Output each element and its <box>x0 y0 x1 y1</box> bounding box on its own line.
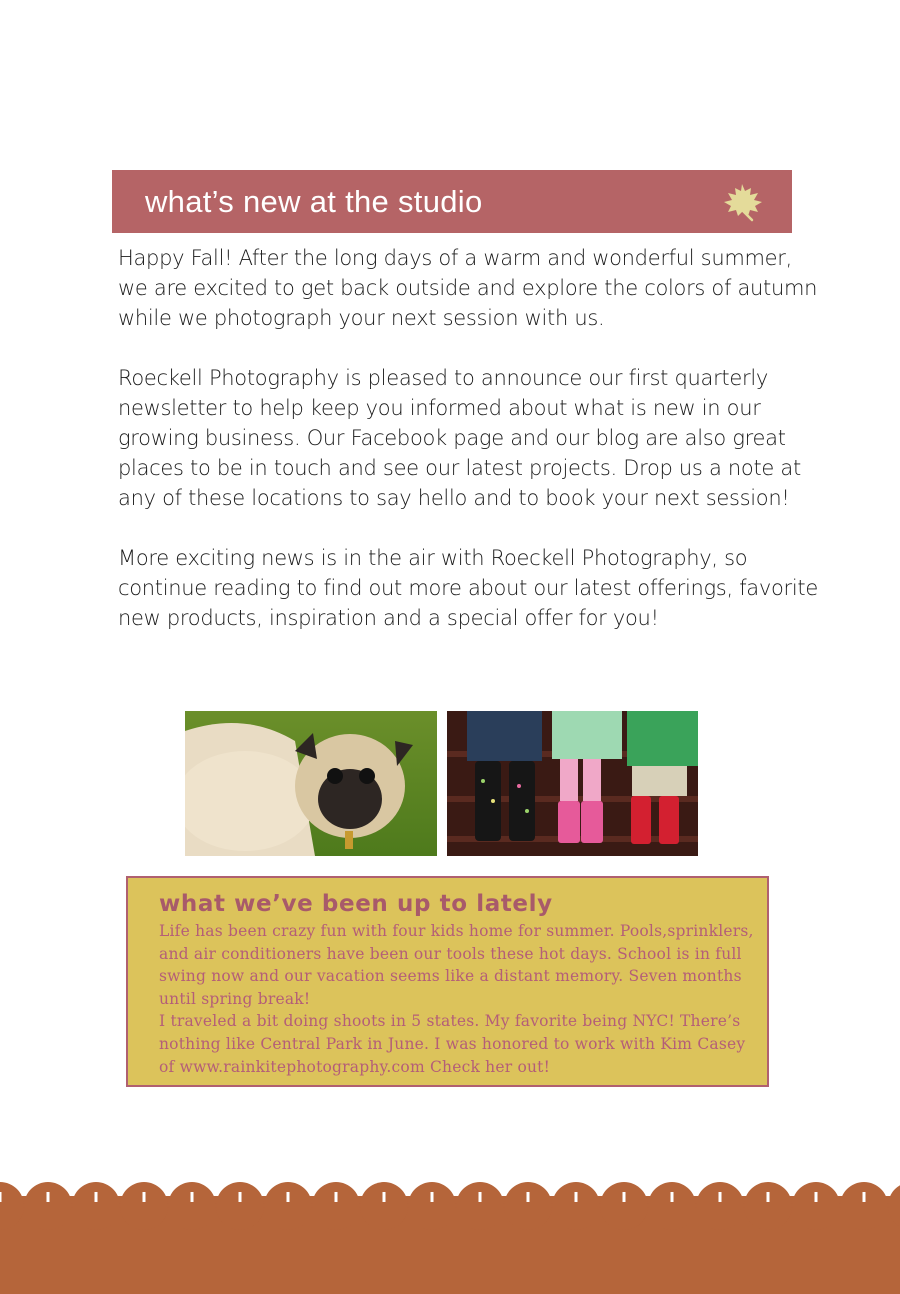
updates-paragraph: Life has been crazy fun with four kids home for summer. Pools,sprinklers, and air conditioners have been our tools these hot days. School is in full swing now and our vacation seems like a distant memory. Seven months until spring break! <box>159 922 754 1008</box>
section-header-bar <box>112 170 792 233</box>
maple-leaf-icon <box>722 182 766 222</box>
intro-paragraph: Roeckell Photography is pleased to announce our first quarterly newsletter to help keep you informed about what is new in our growing business. Our Facebook page and our blog are also great places to be in touch and see our latest projects. Drop us a note at any of these locations to say hello and to book your next session! <box>118 366 801 510</box>
section-title: what’s new at the studio <box>145 184 483 219</box>
intro-text <box>118 243 818 663</box>
rain-boots-photo <box>447 711 698 856</box>
intro-paragraph: More exciting news is in the air with Roeckell Photography, so continue reading to find out more about our latest offerings, favorite new products, inspiration and a special offer for you! <box>118 546 818 630</box>
pug-photo <box>185 711 437 856</box>
updates-paragraph: I traveled a bit doing shoots in 5 states. My favorite being NYC! There’s nothing like Central Park in June. I was honored to work with Kim Casey of www.rainkitephotography.com Check her out! <box>159 1012 746 1076</box>
scalloped-footer <box>0 1170 900 1294</box>
updates-body <box>159 920 759 1078</box>
intro-paragraph: Happy Fall! After the long days of a warm and wonderful summer, we are excited to get back outside and explore the colors of autumn while we photograph your next session with us. <box>118 246 818 330</box>
updates-box <box>126 876 769 1087</box>
updates-title: what we’ve been up to lately <box>159 891 553 917</box>
